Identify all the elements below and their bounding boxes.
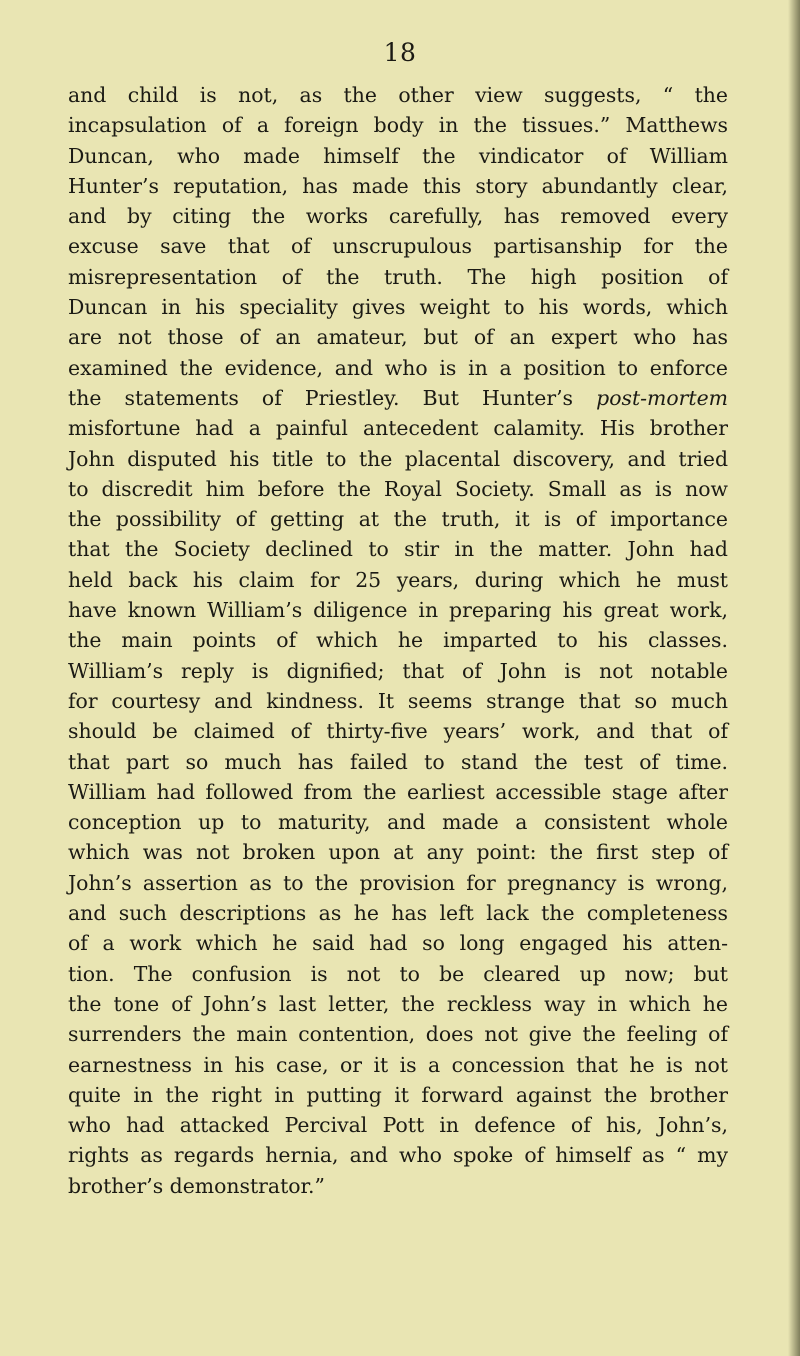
text-line: Duncan, who made himself the vindicator of William — [68, 143, 728, 168]
text-line: and by citing the works carefully, has removed every — [68, 204, 728, 229]
body-paragraph — [68, 80, 728, 1201]
text-line: tion. The confusion is not to be cleared up now; but — [68, 961, 728, 986]
text-line: the main points of which he imparted to his classes. — [68, 628, 728, 653]
text-line: John disputed his title to the placental discovery, and tried — [68, 446, 728, 471]
text-line: should be claimed of thirty-five years’ work, and that of — [68, 719, 728, 744]
text-line: to discredit him before the Royal Society. Small as is now — [68, 476, 728, 501]
text-line: that part so much has failed to stand the test of time. — [68, 749, 728, 774]
text-line: Hunter’s reputation, has made this story abundantly clear, — [68, 173, 728, 198]
text-line: rights as regards hernia, and who spoke of himself as “ my — [68, 1143, 728, 1168]
text-line: that the Society declined to stir in the matter. John had — [68, 537, 728, 562]
text-line: misrepresentation of the truth. The high position of — [68, 264, 728, 289]
text-line: incapsulation of a foreign body in the tissues.” Matthews — [68, 113, 728, 138]
text-line: William had followed from the earliest accessible stage after — [68, 779, 728, 804]
text-line: who had attacked Percival Pott in defence of his, John’s, — [68, 1113, 728, 1138]
text-line: the statements of Priestley. But Hunter’s post-mortem — [68, 385, 728, 410]
text-line: John’s assertion as to the provision for pregnancy is wrong, — [68, 870, 728, 895]
text-line: misfortune had a painful antecedent calamity. His brother — [68, 416, 728, 441]
text-line: Duncan in his speciality gives weight to his words, which — [68, 295, 728, 320]
text-line: have known William’s diligence in preparing his great work, — [68, 598, 728, 623]
italic-phrase: post-mortem — [596, 385, 728, 410]
text-line: for courtesy and kindness. It seems strange that so much — [68, 688, 728, 713]
text-line: brother’s demonstrator.” — [68, 1173, 325, 1198]
text-line: the possibility of getting at the truth, it is of importance — [68, 507, 728, 532]
text-line: quite in the right in putting it forward against the brother — [68, 1082, 728, 1107]
text-line: surrenders the main contention, does not give the feeling of — [68, 1022, 728, 1047]
text-line: the tone of John’s last letter, the reckless way in which he — [68, 991, 728, 1016]
text-line: which was not broken upon at any point: the first step of — [68, 840, 728, 865]
page-edge-shadow — [788, 0, 800, 1356]
text-line: examined the evidence, and who is in a position to enforce — [68, 355, 728, 380]
text-line: held back his claim for 25 years, during which he must — [68, 567, 728, 592]
text-line: of a work which he said had so long engaged his atten- — [68, 931, 728, 956]
text-line: William’s reply is dignified; that of John is not notable — [68, 658, 728, 683]
text-line: excuse save that of unscrupulous partisanship for the — [68, 234, 728, 259]
text-line: and such descriptions as he has left lack the completeness — [68, 901, 728, 926]
page-number: 18 — [383, 38, 417, 67]
text-line: conception up to maturity, and made a consistent whole — [68, 810, 728, 835]
text-line: are not those of an amateur, but of an expert who has — [68, 325, 728, 350]
text-line: earnestness in his case, or it is a concession that he is not — [68, 1052, 728, 1077]
text-line: and child is not, as the other view suggests, “ the — [68, 83, 728, 107]
